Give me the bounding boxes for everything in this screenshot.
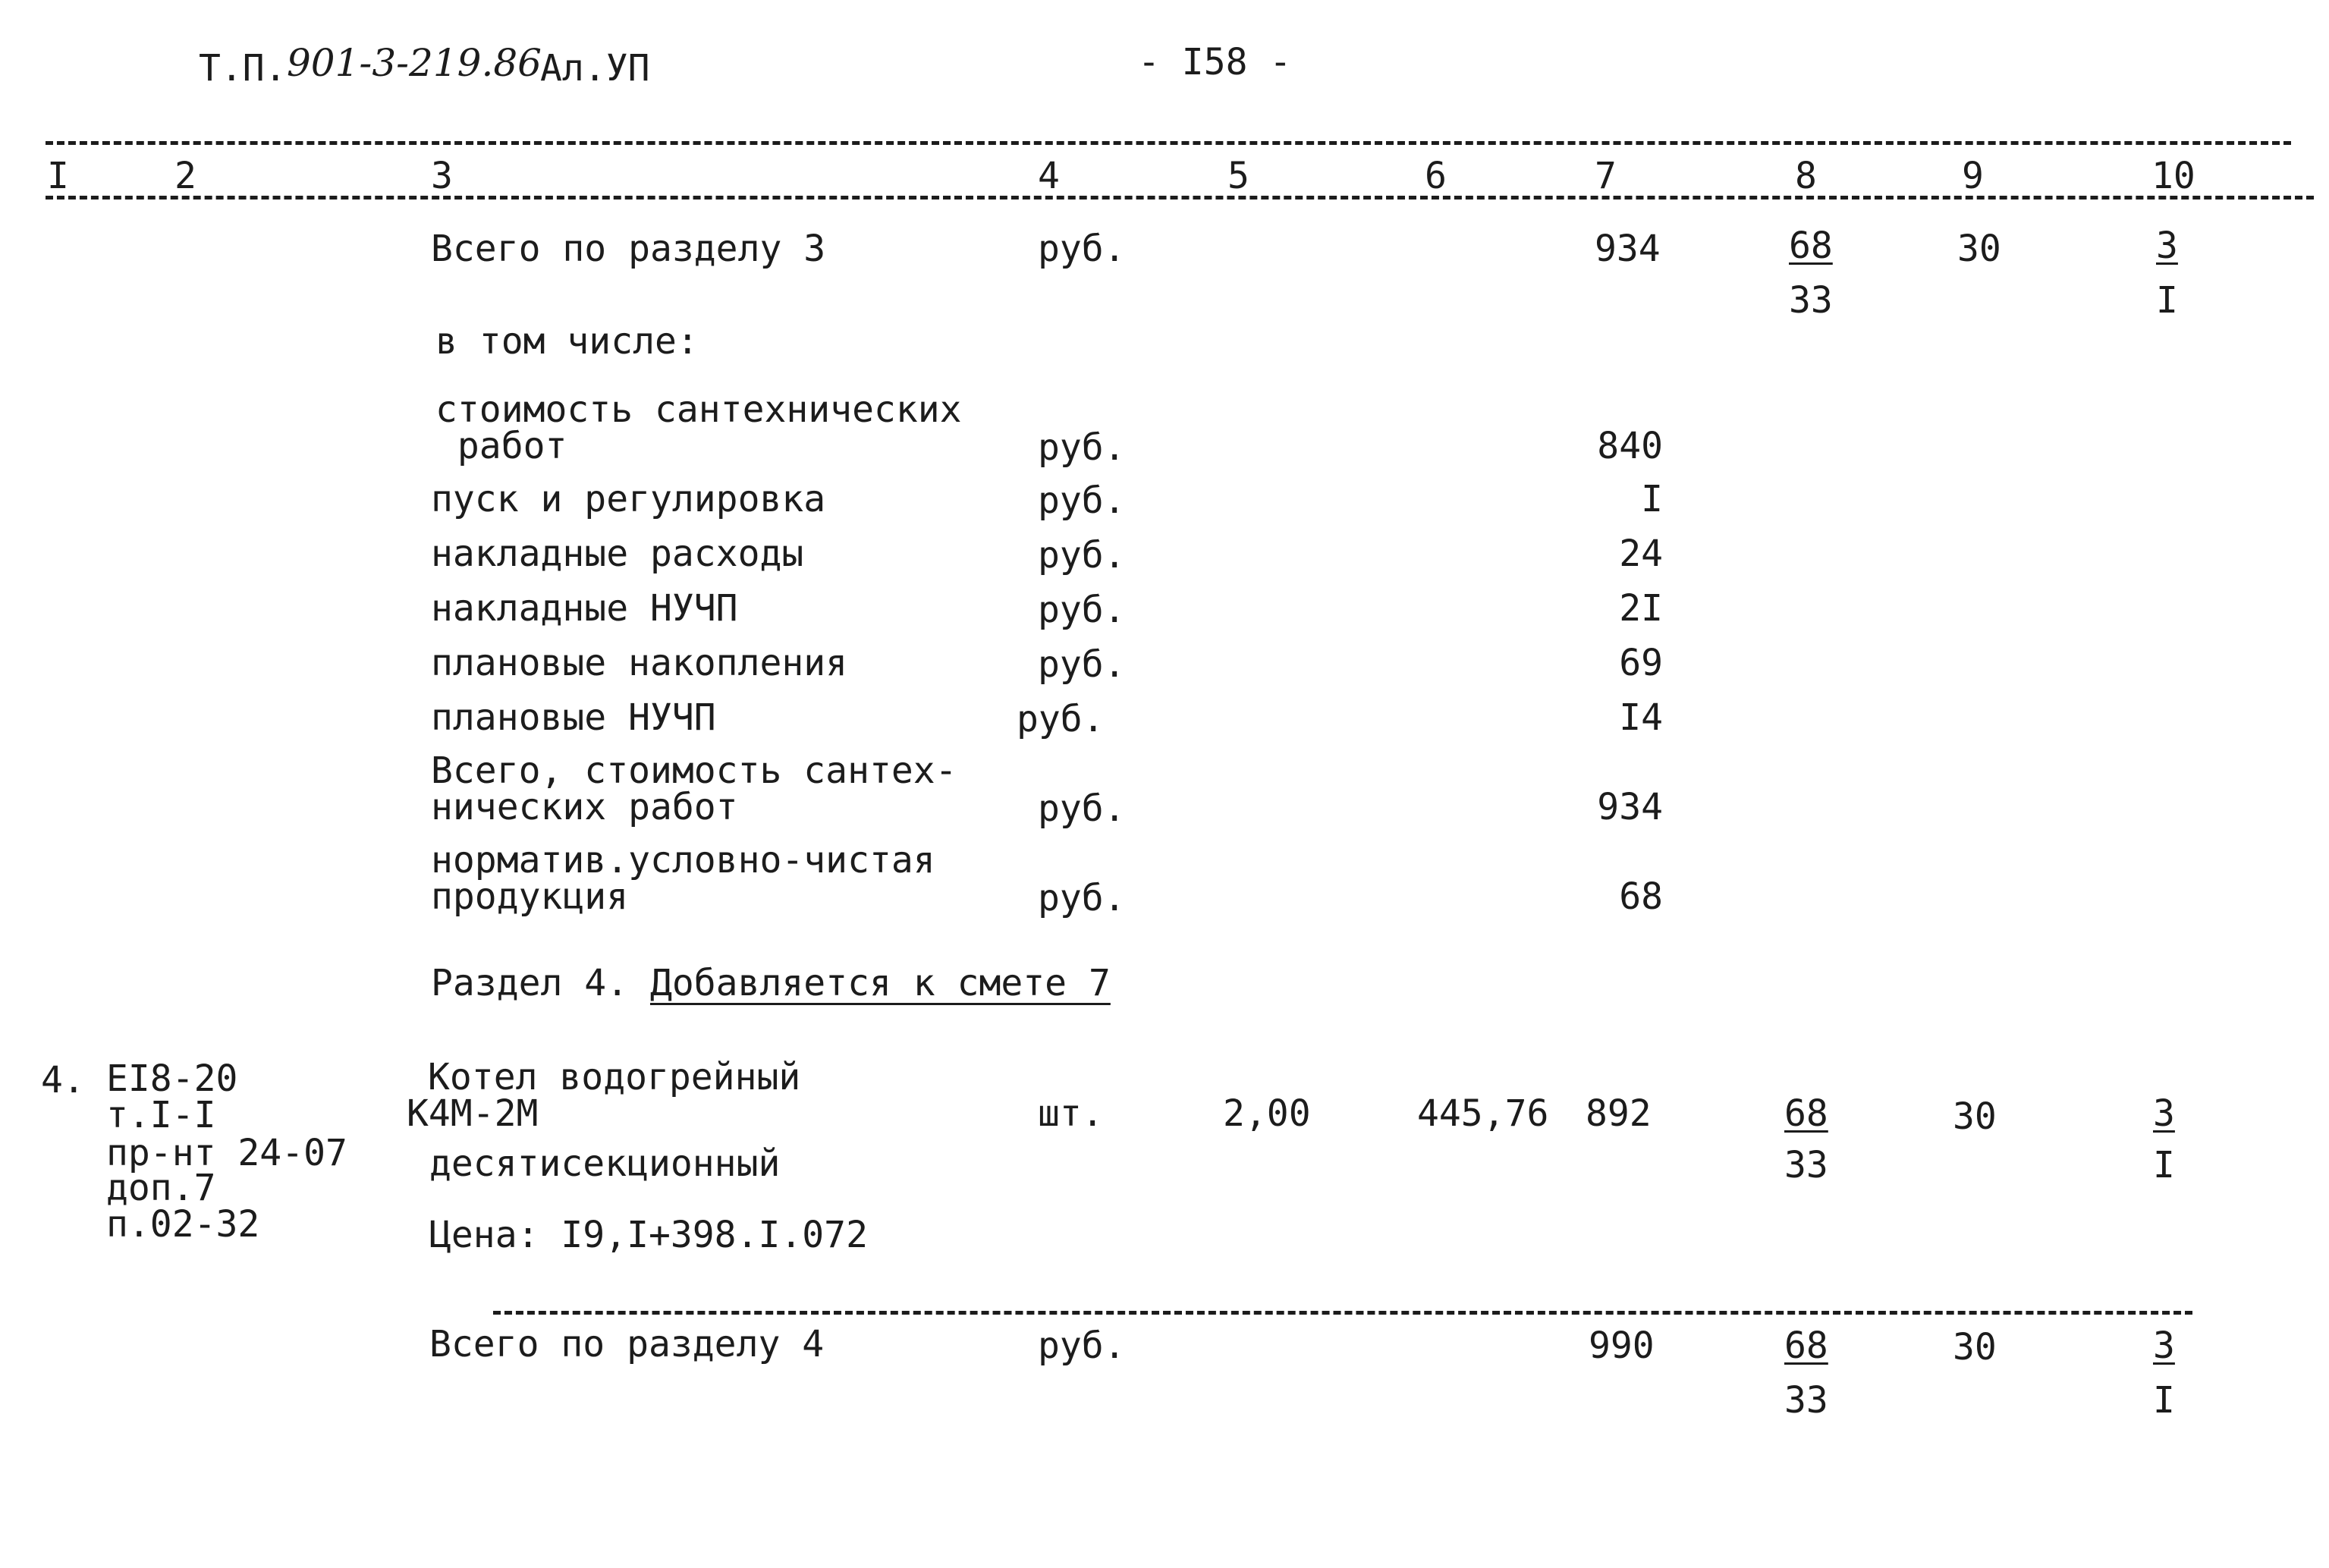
breakdown-label: плановые НУЧП: [431, 696, 716, 739]
breakdown-unit: руб.: [1038, 643, 1126, 686]
breakdown-value: I: [1641, 478, 1663, 520]
section4-total-col7: 990: [1589, 1324, 1655, 1367]
item-col10-top: 3: [2153, 1092, 2175, 1135]
item-ref-line: доп.7: [106, 1167, 216, 1209]
breakdown-unit: руб.: [1038, 589, 1126, 631]
item-name-line1: Котел водогрейный: [428, 1056, 801, 1098]
col-5-header: 5: [1227, 155, 1249, 197]
section3-total-col10-bottom: I: [2156, 279, 2178, 322]
breakdown-unit: руб.: [1038, 787, 1126, 830]
section4-total-col9: 30: [1953, 1326, 1997, 1368]
section4-total-col10-top: 3: [2153, 1324, 2175, 1367]
col-10-header: 10: [2151, 155, 2195, 197]
section4-total-rule: [493, 1311, 2192, 1315]
breakdown-label: накладные НУЧП: [431, 587, 738, 630]
col-4-header: 4: [1038, 155, 1060, 197]
item-ref-line: п.02-32: [106, 1203, 260, 1246]
section4-total-label: Всего по разделу 4: [429, 1323, 825, 1365]
item-col7: 892: [1586, 1092, 1652, 1135]
breakdown-label: стоимость сантехнических: [435, 388, 962, 431]
section3-total-col7: 934: [1595, 228, 1661, 270]
breakdown-label: Всего, стоимость сантех-: [431, 749, 957, 792]
page-number: - I58 -: [1138, 41, 1292, 83]
item-name-line3: десятисекционный: [429, 1142, 781, 1185]
item-ref-line: пр-нт 24-07: [106, 1132, 347, 1174]
item-col10-bottom: I: [2153, 1144, 2175, 1186]
section4-total-unit: руб.: [1038, 1324, 1126, 1367]
item-number: 4.: [41, 1059, 85, 1101]
item-ref-line: т.I-I: [106, 1094, 216, 1136]
breakdown-unit: руб.: [1038, 877, 1126, 919]
section4-total-col8-top: 68: [1784, 1324, 1828, 1367]
section4-heading: [431, 962, 1111, 1004]
col-1-header: I: [47, 155, 69, 197]
item-col8-bottom: 33: [1784, 1144, 1828, 1186]
item-unit-price: 445,76: [1417, 1092, 1549, 1135]
breakdown-label: плановые накопления: [431, 642, 848, 684]
breakdown-value: 840: [1597, 425, 1663, 467]
breakdown-label: нических работ: [431, 786, 738, 828]
breakdown-label: продукция: [431, 875, 629, 918]
breakdown-value: 69: [1619, 642, 1663, 684]
breakdown-value: 2I: [1619, 587, 1663, 630]
col-3-header: 3: [431, 155, 453, 197]
section3-total-unit: руб.: [1038, 228, 1126, 270]
section3-total-label: Всего по разделу 3: [431, 228, 826, 270]
breakdown-unit: руб.: [1038, 426, 1126, 469]
section3-total-col8-top: 68: [1789, 225, 1833, 267]
breakdown-value: 934: [1597, 786, 1663, 828]
section4-heading-prefix: Раздел 4.: [431, 962, 650, 1004]
section3-total-col9: 30: [1957, 228, 2001, 270]
breakdown-value: 68: [1619, 875, 1663, 918]
breakdown-label: пуск и регулировка: [431, 478, 826, 520]
header-rule: [46, 141, 2291, 145]
item-col9: 30: [1953, 1095, 1997, 1138]
breakdown-value: 24: [1619, 533, 1663, 575]
section3-total-col10-top: 3: [2156, 225, 2178, 267]
breakdown-label: работ: [435, 425, 567, 467]
section4-total-col10-bottom: I: [2153, 1379, 2175, 1422]
col-9-header: 9: [1962, 155, 1984, 197]
column-header-rule: [46, 196, 2314, 200]
item-col8-top: 68: [1784, 1092, 1828, 1135]
breakdown-unit: руб.: [1038, 479, 1126, 522]
doc-prefix: Т.П.: [199, 47, 287, 90]
including-label: в том числе:: [435, 320, 699, 363]
section3-total-col8-bottom: 33: [1789, 279, 1833, 322]
doc-number-handwritten: 901-3-219.86: [287, 41, 542, 85]
section4-heading-underlined: Добавляется к смете 7: [649, 962, 1111, 1004]
item-qty: 2,00: [1223, 1092, 1311, 1135]
breakdown-label: накладные расходы: [431, 533, 804, 575]
section4-total-col8-bottom: 33: [1784, 1379, 1828, 1422]
col-2-header: 2: [174, 155, 196, 197]
col-6-header: 6: [1425, 155, 1447, 197]
col-8-header: 8: [1795, 155, 1817, 197]
item-name-line2: К4М-2М: [407, 1092, 539, 1135]
breakdown-unit: руб.: [1017, 698, 1105, 740]
item-unit: шт.: [1038, 1092, 1104, 1135]
col-7-header: 7: [1595, 155, 1617, 197]
item-ref-line: EI8-20: [106, 1057, 238, 1100]
breakdown-label: норматив.условно-чистая: [431, 839, 935, 881]
album-label: Ал.УП: [540, 47, 650, 90]
item-price-note: Цена: I9,I+398.I.072: [429, 1214, 868, 1256]
breakdown-value: I4: [1619, 696, 1663, 739]
breakdown-unit: руб.: [1038, 534, 1126, 577]
